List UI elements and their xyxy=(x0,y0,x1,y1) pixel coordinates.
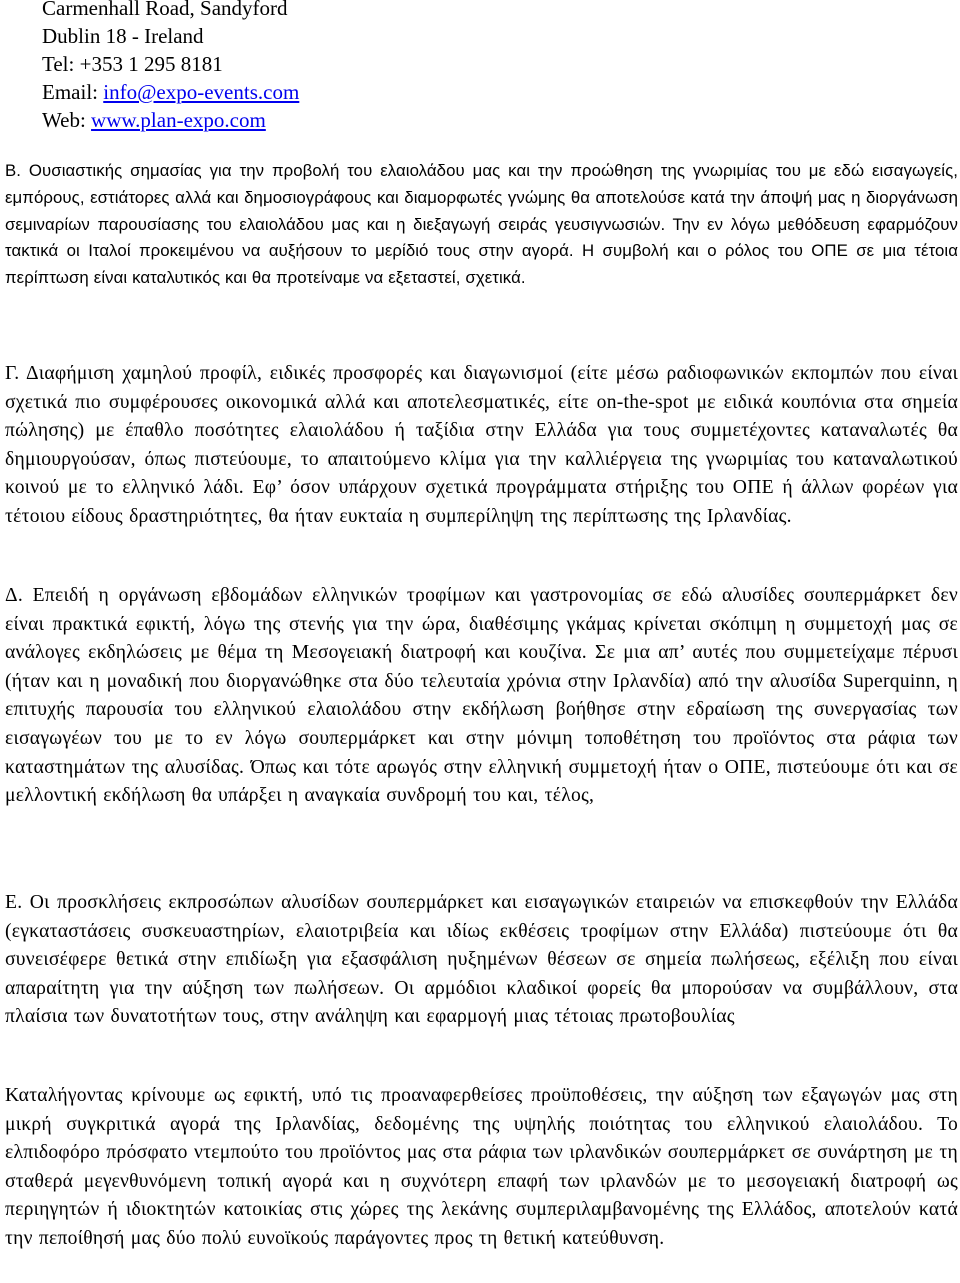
paragraph-d: Δ. Επειδή η οργάνωση εβδομάδων ελληνικών τροφίμων και γαστρονομίας σε εδώ αλυσίδες σουπερμάρκετ δεν είναι πρακτικά εφικτή, λόγω της στενής για την ώρα, διαθέσιμης γκάμας κρίνεται σκόπιμη η συμμετοχή μας σε ανάλογες εκδηλώσεις με θέμα τη Μεσογειακή διατροφή και κουζίνα. Σε μια απ’ αυτές που συμμετείχαμε πέρυσι (ήταν και η μοναδική που διοργανώθηκε στα δύο τελευταία χρόνια στην Ιρλανδία) από την αλυσίδα Superquinn, η επιτυχής παρουσία του ελληνικού ελαιολάδου στην εκδήλωση βοήθησε στην εδραίωση της συνεργασίας των εισαγωγέων του με το εν λόγω σουπερμάρκετ και στην μόνιμη τοποθέτηση του προϊόντος στα ράφια των καταστημάτων της αλυσίδας. Όπως και τότε αρωγός στην ελληνική συμμετοχή ήταν ο ΟΠΕ, πιστεύουμε ότι και σε μελλοντική εκδήλωση θα υπάρξει η αναγκαία συνδρομή του και, τέλος, xyxy=(5,585,958,807)
paragraph-g: Γ. Διαφήμιση χαμηλού προφίλ, ειδικές προσφορές και διαγωνισμοί (είτε μέσω ραδιοφωνικών εκπομπών που είναι σχετικά πιο συμφέρουσες οικονομικά αλλά και αποτελεσματικές, είτε on-the-spot με ειδικά κουπόνια στα σημεία πώλησης) με έπαθλο ποσότητες ελαιολάδου ή ταξίδια στην Ελλάδα για τους συμμετέχοντες καταναλωτές θα δημιουργούσαν, όπως πιστεύουμε, το απαιτούμενο κλίμα για την καλλιέργεια της γνωριμίας του καταναλωτικού κοινού με το ελληνικό λάδι. Εφ’ όσον υπάρχουν σχετικά προγράμματα στήριξης του ΟΠΕ ή άλλων φορέων για τέτοιου είδους δραστηριότητες, θα ήταν ευκταία η συμπερίληψη της περίπτωσης της Ιρλανδίας. xyxy=(5,363,958,527)
address-city: Dublin 18 - Ireland xyxy=(42,24,204,48)
address-block xyxy=(42,0,299,134)
paragraph-conclusion: Καταλήγοντας κρίνουμε ως εφικτή, υπό τις προαναφερθείσες προϋποθέσεις, την αύξηση των εξαγωγών μας στη μικρή συγκριτικά αγορά της Ιρλανδίας, δεδομένης της υψηλής ποιότητας του ελληνικού ελαιολάδου. Το ελπιδοφόρο πρόσφατο ντεμπούτο του προϊόντος μας στα ράφια των ιρλανδικών σουπερμάρκετ σε συνάρτηση με τη σταθερά μεγενθυνόμενη τοπική αγορά και η συχνότερη επαφή των ιρλανδών με το μεσογειακή διατροφή ως περιηγητών ή ιδιοκτητών κατοικίας στις χώρες της λεκάνης συμπεριλαμβανομένης της Ελλάδος, αποτελούν κατά την πεποίθησή μας δύο πολύ ευνοϊκούς παράγοντες προς τη θετική κατεύθυνση. xyxy=(5,1085,958,1249)
paragraph-b: Β. Ουσιαστικής σημασίας για την προβολή του ελαιολάδου μας και την προώθηση της γνωριμίας του με εδώ εισαγωγείς, εμπόρους, εστιάτορες αλλά και δημοσιογράφους και διαμορφωτές γνώμης θα αποτελούσε κατά την άποψή μας η διοργάνωση σεμιναρίων παρουσίασης του ελαιολάδου μας και η διεξαγωγή σειράς γευσιγνωσιών. Την εν λόγω μεθόδευση εφαρμόζουν τακτικά οι Ιταλοί προκειμένου να αυξήσουν το μερίδιό τους στην αγορά. Η συμβολή και ο ρόλος του ΟΠΕ σε μια τέτοια περίπτωση είναι καταλυτικός και θα προτείναμε να εξεταστεί, σχετικά. xyxy=(5,161,958,288)
web-link[interactable]: www.plan-expo.com xyxy=(91,108,266,132)
web-label: Web: xyxy=(42,108,92,132)
paragraph-e: Ε. Οι προσκλήσεις εκπροσώπων αλυσίδων σουπερμάρκετ και εισαγωγικών εταιρειών να επισκεφθούν την Ελλάδα (εγκαταστάσεις συσκευαστηρίων, ελαιοτριβεία και ιδίως εκθέσεις τροφίμων στην Ελλάδα) πιστεύουμε ότι θα συνεισέφερε θετικά στην επιδίωξη για εξασφάλιση ηυξημένων θέσεων σε σημεία πωλήσεως, εξέλιξη που είναι απαραίτητη για την αύξηση των πωλήσεων. Οι αρμόδιοι κλαδικοί φορείς θα μπορούσαν να συμβάλλουν, στα πλαίσια των δυνατοτήτων τους, στην ανάληψη και εφαρμογή μιας τέτοιας πρωτοβουλίας xyxy=(5,892,958,1028)
email-link[interactable]: info@expo-events.com xyxy=(103,80,300,104)
email-label: Email: xyxy=(42,80,104,104)
address-phone: Tel: +353 1 295 8181 xyxy=(42,52,223,76)
address-street: Carmenhall Road, Sandyford xyxy=(42,0,288,20)
address-email-line xyxy=(42,78,299,106)
address-web-line xyxy=(42,106,299,134)
